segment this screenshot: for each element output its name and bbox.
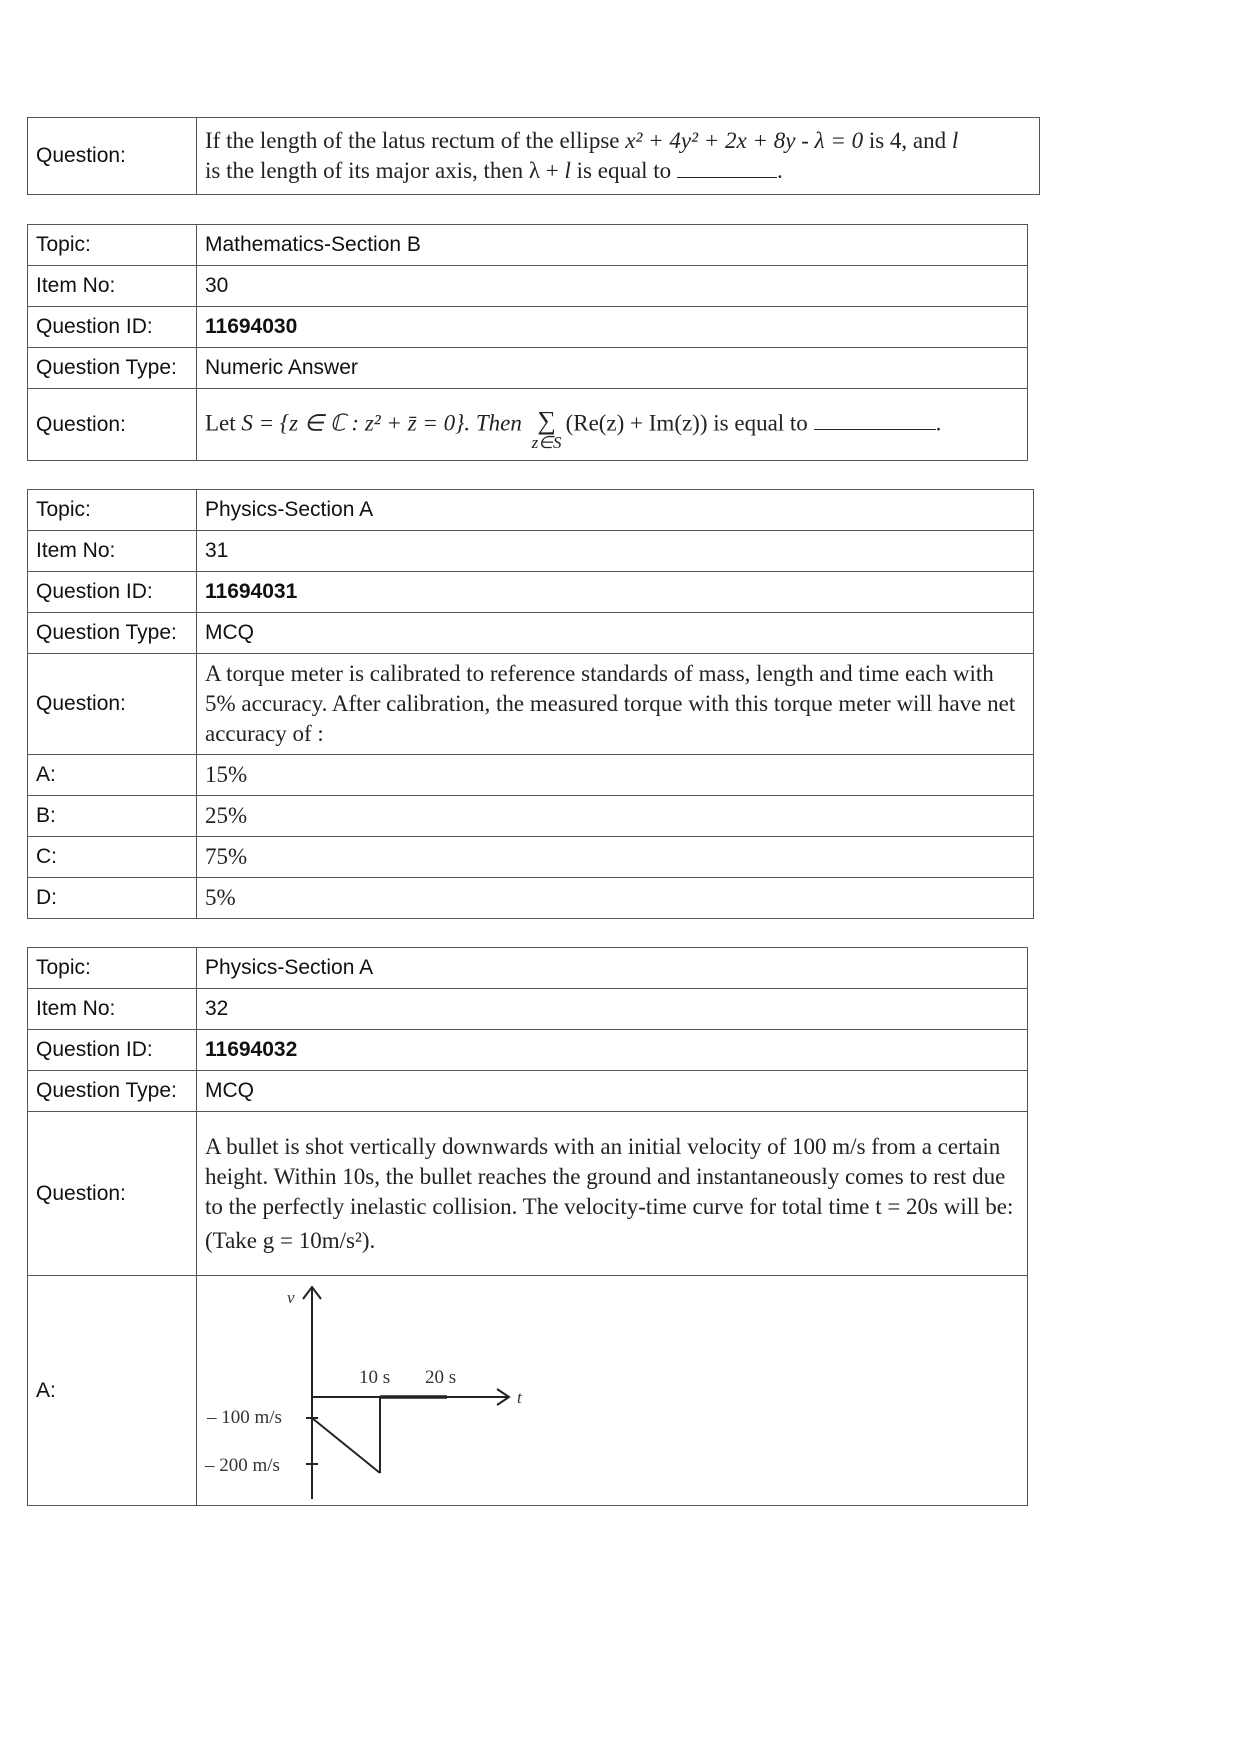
item-no-value: 30	[197, 266, 1028, 307]
t-tick-10s: 10 s	[359, 1366, 391, 1388]
option-a-label: A:	[28, 755, 197, 796]
option-a-label: A:	[28, 1276, 197, 1506]
question-id-label: Question ID:	[28, 307, 197, 348]
question-id-label: Question ID:	[28, 572, 197, 613]
answer-blank	[814, 411, 936, 430]
topic-value: Physics-Section A	[197, 490, 1034, 531]
var-l: l	[951, 128, 959, 153]
var-l: l	[564, 158, 571, 183]
question-type-label: Question Type:	[28, 348, 197, 389]
option-c-label: C:	[28, 837, 197, 878]
question-text	[197, 118, 1040, 195]
sum-subscript: z∈S	[531, 432, 562, 452]
topic-label: Topic:	[28, 948, 197, 989]
item-no-value: 31	[197, 531, 1034, 572]
question-type-value: Numeric Answer	[197, 348, 1028, 389]
question-text-part: is equal to	[570, 158, 677, 183]
velocity-curve-slope	[312, 1418, 380, 1473]
question-text-part: is the length of its major axis, then λ +	[205, 158, 565, 183]
question-id-value: 11694031	[197, 572, 1034, 613]
question-body: A bullet is shot vertically downwards with an initial velocity of 100 m/s from a certain height. Within 10s, the bullet reaches the ground and instantaneously comes to rest due to the perfectly inelastic collision. The velocity-time curve for total time t = 20s will be:	[205, 1133, 1014, 1219]
question-type-value: MCQ	[197, 613, 1034, 654]
option-b-value: 25%	[197, 796, 1034, 837]
option-a-graph-cell	[197, 1276, 1028, 1506]
v-tick-100: – 100 m/s	[207, 1406, 282, 1428]
sum-symbol: ∑	[537, 405, 556, 435]
question-text-part: If the length of the latus rectum of the ellipse	[205, 128, 626, 153]
ellipse-equation: x² + 4y² + 2x + 8y - λ = 0	[625, 128, 864, 153]
question-id-value: 11694032	[197, 1030, 1028, 1071]
option-b-label: B:	[28, 796, 197, 837]
question-id-value: 11694030	[197, 307, 1028, 348]
velocity-time-graph	[197, 1277, 577, 1505]
question-label: Question:	[28, 1112, 197, 1276]
option-c-value: 75%	[197, 837, 1034, 878]
topic-value: Mathematics-Section B	[197, 225, 1028, 266]
t-axis-label: t	[517, 1387, 522, 1407]
option-a-value: 15%	[197, 755, 1034, 796]
question-type-label: Question Type:	[28, 613, 197, 654]
question-label: Question:	[28, 654, 197, 755]
question-label: Question:	[28, 389, 197, 461]
question-label: Question:	[28, 118, 197, 195]
topic-value: Physics-Section A	[197, 948, 1028, 989]
q30-table	[27, 224, 1028, 461]
question-text	[197, 1112, 1028, 1276]
item-no-label: Item No:	[28, 266, 197, 307]
option-d-value: 5%	[197, 878, 1034, 919]
q32-table	[27, 947, 1028, 1506]
q29-table	[27, 117, 1040, 195]
q31-table	[27, 489, 1034, 919]
question-type-value: MCQ	[197, 1071, 1028, 1112]
sum-expression: (Re(z) + Im(z))	[565, 409, 708, 435]
question-note: (Take g = 10m/s²).	[205, 1227, 376, 1253]
item-no-value: 32	[197, 989, 1028, 1030]
option-d-label: D:	[28, 878, 197, 919]
question-text-part: .	[776, 158, 783, 183]
topic-label: Topic:	[28, 225, 197, 266]
question-text	[197, 389, 1028, 461]
item-no-label: Item No:	[28, 531, 197, 572]
topic-label: Topic:	[28, 490, 197, 531]
question-text-part: Let	[205, 409, 242, 435]
item-no-label: Item No:	[28, 989, 197, 1030]
question-text-part: is 4, and	[863, 128, 952, 153]
v-axis-label: v	[287, 1287, 295, 1307]
question-id-label: Question ID:	[28, 1030, 197, 1071]
answer-blank	[677, 159, 777, 178]
question-type-label: Question Type:	[28, 1071, 197, 1112]
question-text: A torque meter is calibrated to reference standards of mass, length and time each with 5% accuracy. After calibration, the measured torque with this torque meter will have net accuracy of :	[197, 654, 1034, 755]
t-tick-20s: 20 s	[425, 1366, 457, 1388]
summation	[531, 405, 562, 453]
set-definition: S = {z ∈ ℂ : z² + z̄ = 0}. Then	[241, 409, 522, 435]
question-text-part: is equal to	[707, 409, 814, 435]
v-tick-200: – 200 m/s	[205, 1454, 280, 1476]
question-text-part: .	[935, 409, 942, 435]
